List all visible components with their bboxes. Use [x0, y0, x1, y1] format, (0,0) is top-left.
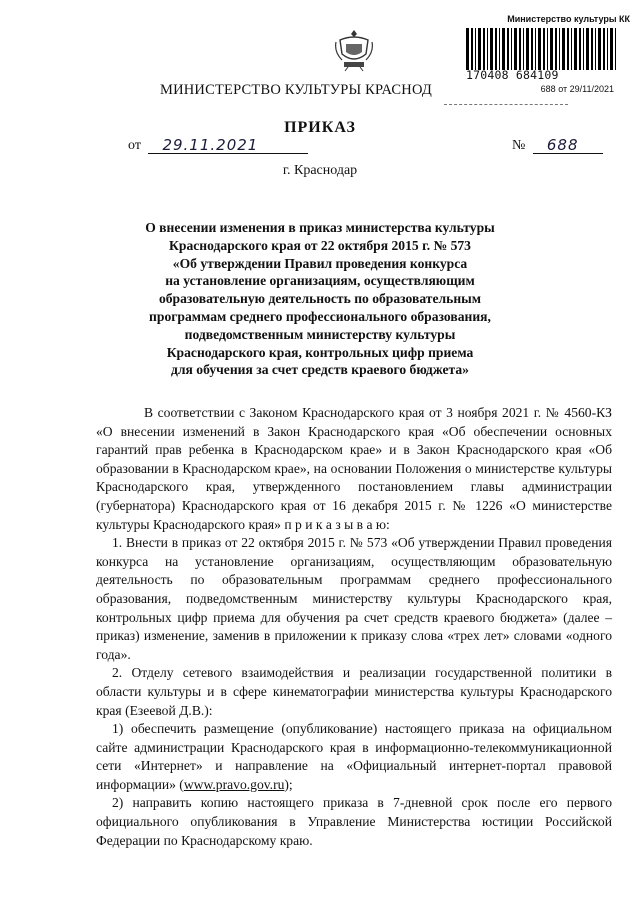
- heading-line: Краснодарского края, контрольных цифр приема: [166, 344, 474, 360]
- document-heading: [106, 219, 534, 379]
- date-prefix: от: [128, 138, 141, 153]
- stamp-title: Министерство культуры КК: [507, 14, 630, 24]
- heading-line: на установление организациям, осуществляющим: [165, 273, 475, 289]
- subitem-1-end: );: [284, 776, 293, 792]
- city: г. Краснодар: [282, 163, 358, 178]
- number-row: [512, 138, 603, 154]
- heading-line: «Об утверждении Правил проведения конкурса: [172, 255, 468, 271]
- date-row: [128, 138, 308, 154]
- registration-stamp: [462, 14, 630, 24]
- date-field: [148, 136, 308, 154]
- number-prefix: №: [512, 138, 526, 153]
- paragraph-subitem-2: 2) направить копию настоящего приказа в 7-дневной срок после его первого официального опубликования в Управление Министерства юстиции Российской Федерации по Краснодарскому краю.: [96, 795, 612, 848]
- handwritten-number: 688: [546, 136, 579, 154]
- order-title: ПРИКАЗ: [284, 119, 356, 136]
- paragraph-item-2: 2. Отделу сетевого взаимодействия и реализации государственной политики в области культуры и в сфере кинематографии министерства культуры Краснодарского края (Езеевой Д.В.):: [96, 665, 612, 718]
- ministry-underline: [444, 104, 568, 105]
- number-field: [533, 136, 603, 154]
- heading-line: образовательную деятельность по образовательным: [158, 291, 482, 307]
- heading-line: Краснодарского края от 22 октября 2015 г. № 573: [169, 237, 471, 253]
- barcode: [466, 28, 616, 70]
- heading-line: О внесении изменения в приказ министерства культуры: [145, 220, 495, 235]
- paragraph-preamble: В соответствии с Законом Краснодарского края от 3 ноября 2021 г. № 4560-КЗ «О внесении изменений в Закон Краснодарского края «Об обеспечении основных гарантий прав ребенка в Краснодарском крае» и в Закон Краснодарского края «Об образовании в Краснодарском крае», на основании Положения о министерстве культуры Краснодарского края, утвержденного постановлением главы администрации (губернатора) Краснодарского края от 16 декабря 2015 г. № 1226 «О министерстве культуры Краснодарского края» п р и к а з ы в а ю:: [96, 405, 612, 532]
- heading-line: подведомственным министерству культуры: [184, 326, 456, 342]
- ministry-name: МИНИСТЕРСТВО КУЛЬТУРЫ КРАСНОД: [160, 82, 432, 98]
- barcode-number: 170408 684109: [466, 68, 559, 82]
- heading-line: программам среднего профессионального образования,: [149, 308, 491, 324]
- handwritten-date: 29.11.2021: [162, 136, 259, 154]
- paragraph-item-1: 1. Внести в приказ от 22 октября 2015 г. № 573 «Об утверждении Правил проведения конкурса на установление организациям, осуществляющим образовательную деятельность по образовательным программам среднего профессионального образования, подведомственным министерству культуры Краснодарского края, контрольных цифр приема для обучения ра счет средств краевого бюджета» (далее – приказ) изменение, заменив в приложении к приказу слова «трех лет» словами «одного года».: [96, 535, 612, 662]
- stamp-date: 688 от 29/11/2021: [540, 84, 614, 94]
- pravo-link[interactable]: www.pravo.gov.ru: [183, 776, 285, 792]
- subitem-1-text: 1) обеспечить размещение (опубликование) настоящего приказа на официальном сайте администрации Краснодарского края в информационно-телекоммуникационной сети «Интернет» и направление на «Официальный интернет-портал правовой информации» (: [96, 721, 612, 792]
- coat-of-arms-icon: [334, 28, 374, 72]
- heading-line: для обучения за счет средств краевого бюджета»: [171, 362, 469, 378]
- paragraph-subitem-1: [96, 720, 612, 794]
- document-body: [96, 404, 612, 850]
